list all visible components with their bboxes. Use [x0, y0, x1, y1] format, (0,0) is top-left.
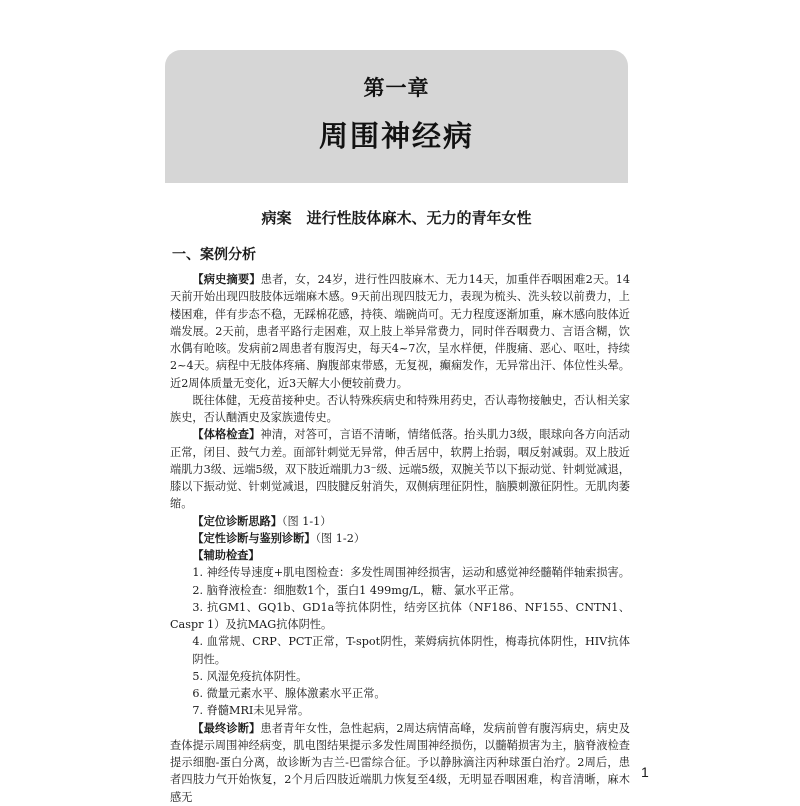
qualitative-paragraph	[170, 530, 630, 547]
aux-label: 【辅助检查】	[192, 549, 260, 562]
localization-label: 【定位诊断思路】	[192, 514, 282, 528]
history-paragraph	[170, 271, 630, 392]
final-label: 【最终诊断】	[192, 721, 261, 735]
past-history-paragraph: 既往体健，无疫苗接种史。否认特殊疾病史和特殊用药史，否认毒物接触史，否认相关家族史，否认酗酒史及家族遗传史。	[170, 393, 630, 424]
case-title: 病案 进行性肢体麻木、无力的青年女性	[261, 209, 532, 227]
qualitative-label: 【定性诊断与鉴别诊断】	[192, 531, 316, 545]
chapter-banner	[165, 50, 628, 183]
final-paragraph	[170, 720, 630, 806]
case-content	[170, 271, 630, 806]
aux-item: 1. 神经传导速度+肌电图检查：多发性周围神经损害，运动和感觉神经髓鞘伴轴索损害。	[192, 566, 630, 580]
page-number: 1	[641, 764, 649, 780]
exam-label: 【体格检查】	[192, 428, 261, 442]
aux-item: 5. 风湿免疫抗体阴性。	[192, 669, 308, 683]
section-title: 一、案例分析	[172, 247, 256, 263]
exam-paragraph	[170, 426, 630, 512]
chapter-title: 周围神经病	[318, 119, 474, 153]
aux-paragraph	[170, 547, 630, 564]
final-text: 患者青年女性，急性起病，2周达病情高峰，发病前曾有腹泻病史，病史及查体提示周围神经病变，肌电图结果提示多发性周围神经损伤，以髓鞘损害为主，脑脊液检查提示细胞-蛋白分离，故诊断为吉兰-巴雷综合征。予以静脉滴注丙种球蛋白治疗。2周后，患者四肢力气开始恢复，2个月后四肢近端肌力恢复至4级，无明显吞咽困难，构音清晰，麻木感无	[170, 721, 630, 804]
aux-item: 4. 血常规、CRP、PCT正常，T-spot阴性，莱姆病抗体阴性，梅毒抗体阴性，HIV抗体阴性。	[192, 635, 630, 666]
chapter-number: 第一章	[363, 76, 430, 100]
localization-paragraph	[170, 513, 630, 530]
history-text: 患者，女，24岁，进行性四肢麻木、无力14天，加重伴吞咽困难2天。14天前开始出现四肢肢体远端麻木感。9天前出现四肢无力，表现为梳头、洗头较以前费力，上楼困难，伴有步态不稳，无踩棉花感，持筷、端碗尚可。无力程度逐渐加重，麻木感向肢体近端发展。2天前，患者平路行走困难，双上肢上举异常费力，同时伴吞咽费力、言语含糊，饮水偶有呛咳。发病前2周患者有腹泻史，每天4~7次，呈水样便，伴腹痛、恶心、呕吐，持续2~4天。病程中无肢体疼痛、胸腹部束带感，无复视，癫痫发作，无异常出汗、体位性头晕。近2周体质量无变化，近3天解大小便较前费力。	[170, 273, 630, 390]
aux-item: 7. 脊髓MRI未见异常。	[192, 704, 310, 718]
qualitative-ref: （图 1-2）	[315, 531, 366, 545]
localization-ref: （图 1-1）	[281, 514, 332, 528]
aux-item: 6. 微量元素水平、腺体激素水平正常。	[192, 687, 386, 700]
aux-item: 3. 抗GM1、GQ1b、GD1a等抗体阴性，结旁区抗体（NF186、NF155、CNTN1、Caspr 1）及抗MAG抗体阴性。	[170, 600, 630, 631]
aux-item: 2. 脑脊液检查：细胞数1个，蛋白1 499mg/L，糖、氯水平正常。	[192, 583, 521, 597]
exam-text: 神清，对答可，言语不清晰，情绪低落。抬头肌力3级，眼球向各方向活动正常，闭目、鼓气力差。面部针刺觉无异常，伸舌居中，软腭上抬弱，咽反射减弱。双上肢近端肌力3级、远端5级，双下肢近端肌力3⁻级、远端5级，双腕关节以下振动觉、针刺觉减退，膝以下振动觉、针刺觉减退，四肢腱反射消失，双侧病理征阴性，脑膜刺激征阴性。无肌肉萎缩。	[170, 428, 630, 511]
history-label: 【病史摘要】	[192, 273, 261, 286]
